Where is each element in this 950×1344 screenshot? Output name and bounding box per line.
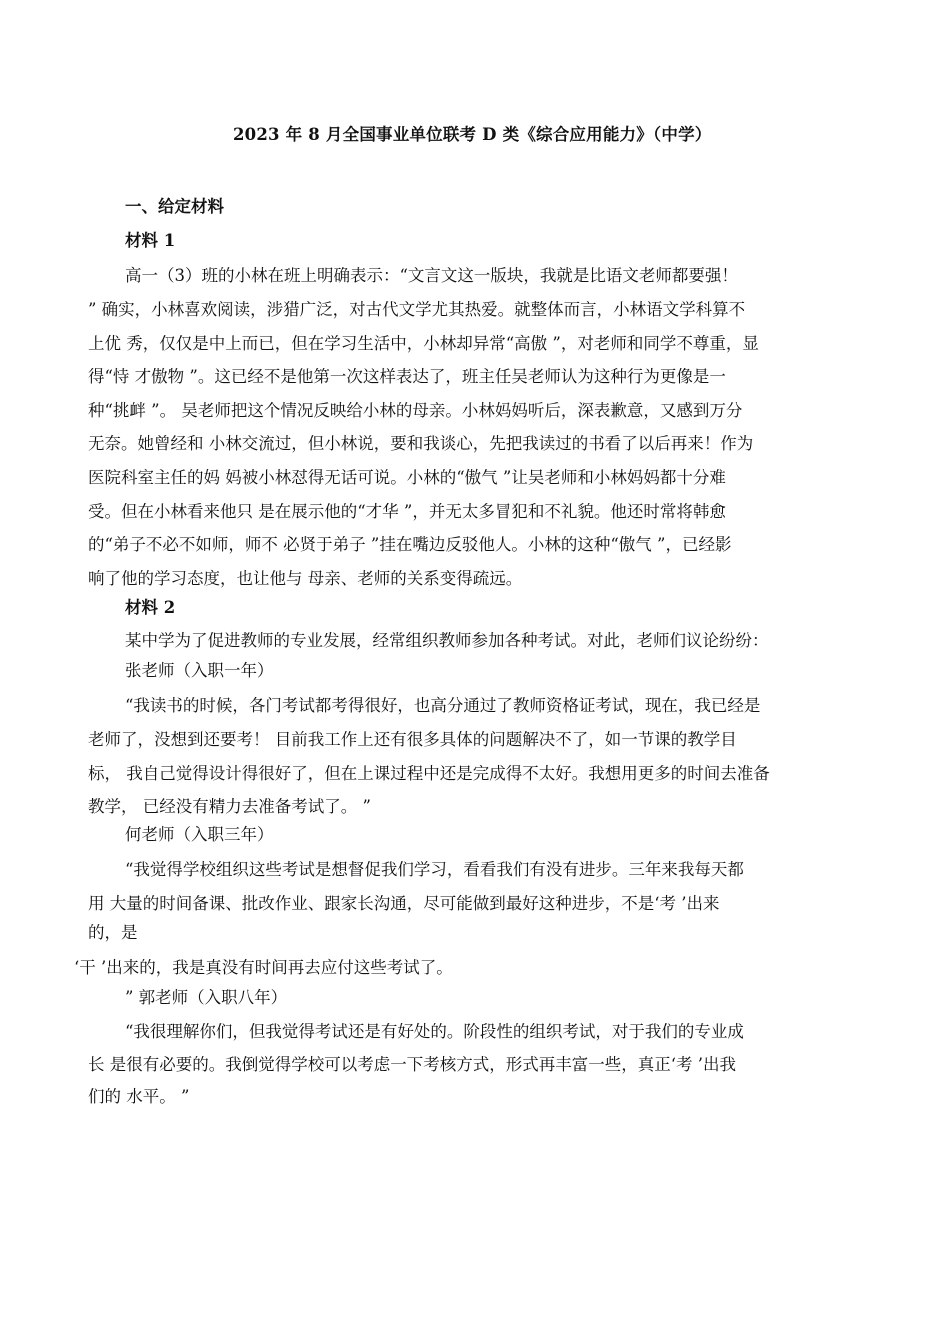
- material-1-line: 受。但在小林看来他只 是在展示他的“才华 ”，并无太多冒犯和不礼貌。他还时常将韩愈: [88, 502, 726, 521]
- material-1-line: ” 确实，小林喜欢阅读，涉猎广泛，对古代文学尤其热爱。就整体而言，小林语文学科算不: [88, 300, 746, 319]
- material-1-line: 无奈。她曾经和 小林交流过，但小林说，要和我谈心，先把我读过的书看了以后再来！作为: [88, 434, 754, 453]
- teacher-he-label: 何老师（入职三年）: [125, 825, 274, 844]
- material-2-heading: 材料 2: [125, 598, 176, 617]
- document-title: 2023 年 8 月全国事业单位联考 D 类《综合应用能力》（中学）: [233, 125, 712, 144]
- guo-quote-line: 长 是很有必要的。我倒觉得学校可以考虑一下考核方式，形式再丰富一些，真正‘考 ’出我: [88, 1055, 736, 1074]
- material-1-line: 医院科室主任的妈 妈被小林怼得无话可说。小林的“傲气 ”让吴老师和小林妈妈都十分难: [88, 468, 726, 487]
- teacher-zhang-label: 张老师（入职一年）: [125, 661, 274, 680]
- zhang-quote-line: 教学， 已经没有精力去准备考试了。 ”: [88, 797, 371, 816]
- material-1-line: 种“挑衅 ”。 吴老师把这个情况反映给小林的母亲。小林妈妈听后，深表歉意，又感到万分: [88, 401, 743, 420]
- zhang-quote-line: “我读书的时候，各门考试都考得很好，也高分通过了教师资格证考试，现在，我已经是: [125, 696, 761, 715]
- material-1-line: 上优 秀，仅仅是中上而已，但在学习生活中，小林却异常“高傲 ”，对老师和同学不尊重，显: [88, 334, 759, 353]
- material-1-line: 高一（3）班的小林在班上明确表示：“文言文这一版块，我就是比语文老师都要强！: [125, 266, 738, 285]
- section-heading: 一、给定材料: [125, 197, 224, 216]
- he-quote-line: ‘干 ’出来的，我是真没有时间再去应付这些考试了。: [74, 958, 453, 977]
- guo-quote-line: 们的 水平。 ”: [88, 1087, 190, 1106]
- material-1-line: 的“弟子不必不如师，师不 必贤于弟子 ”挂在嘴边反驳他人。小林的这种“傲气 ”，已经影: [88, 535, 732, 554]
- zhang-quote-line: 标， 我自己觉得设计得很好了，但在上课过程中还是完成得不太好。我想用更多的时间去准备: [88, 764, 770, 783]
- material-2-intro: 某中学为了促进教师的专业发展，经常组织教师参加各种考试。对此，老师们议论纷纷：: [125, 631, 769, 650]
- he-quote-line: 的，是: [88, 923, 138, 942]
- material-1-line: 响了他的学习态度，也让他与 母亲、老师的关系变得疏远。: [88, 569, 523, 588]
- teacher-guo-label: ” 郭老师（入职八年）: [125, 988, 288, 1007]
- material-1-line: 得“恃 才傲物 ”。这已经不是他第一次这样表达了，班主任吴老师认为这种行为更像是一: [88, 367, 726, 386]
- he-quote-line: “我觉得学校组织这些考试是想督促我们学习，看看我们有没有进步。三年来我每天都: [125, 860, 744, 879]
- material-1-heading: 材料 1: [125, 231, 176, 250]
- he-quote-line: 用 大量的时间备课、批改作业、跟家长沟通，尽可能做到最好这种进步，不是‘考 ’出来: [88, 894, 720, 913]
- zhang-quote-line: 老师了，没想到还要考！ 目前我工作上还有很多具体的问题解决不了，如一节课的教学目: [88, 730, 737, 749]
- guo-quote-line: “我很理解你们，但我觉得考试还是有好处的。阶段性的组织考试，对于我们的专业成: [125, 1022, 744, 1041]
